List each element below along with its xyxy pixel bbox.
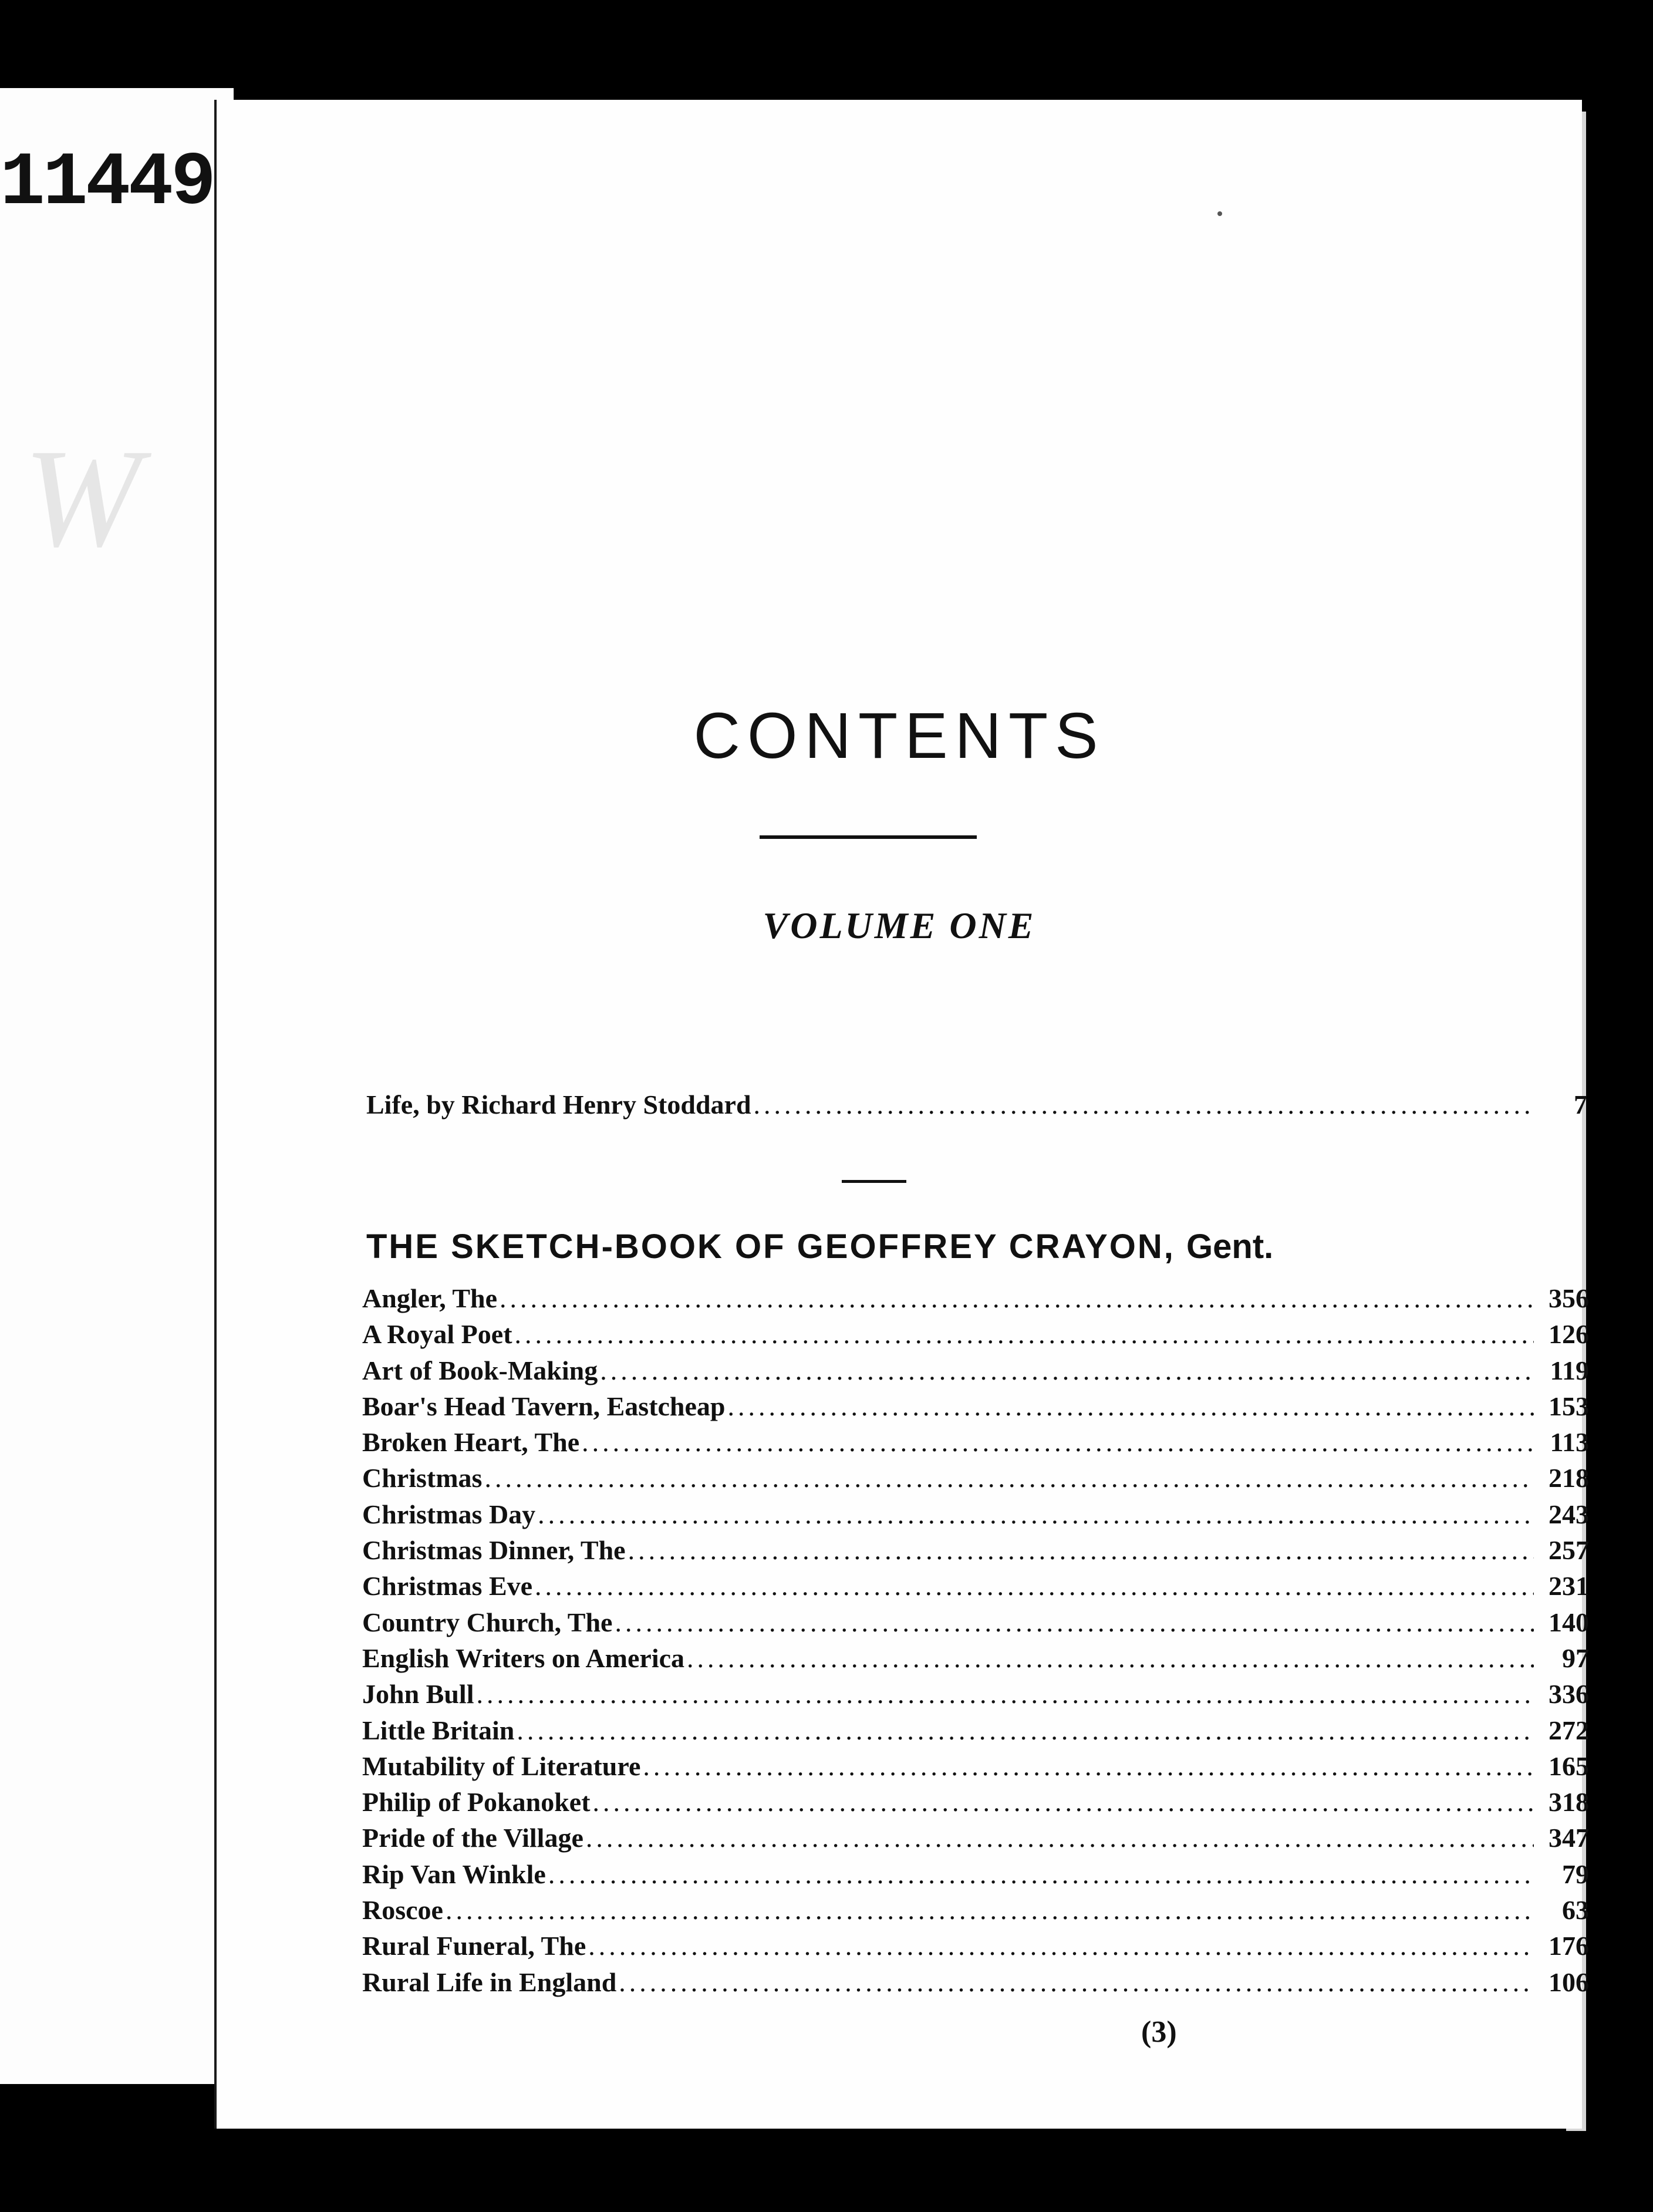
dot-leader <box>728 1391 1534 1422</box>
toc-entry-title: Christmas Day <box>362 1499 536 1529</box>
toc-entry[interactable] <box>362 1462 1589 1498</box>
toc-entry[interactable] <box>362 1535 1589 1570</box>
toc-entry-page: 106 <box>1549 1967 1589 1997</box>
toc-entry-title: Christmas Dinner, The <box>362 1535 626 1566</box>
toc-entry-page: 97 <box>1562 1643 1589 1673</box>
toc-list <box>362 1283 1589 2002</box>
page-number: (3) <box>1141 2015 1177 2049</box>
previous-page-strip <box>0 88 234 2084</box>
section-heading <box>366 1227 1273 1266</box>
toc-entry-title: Pride of the Village <box>362 1823 583 1853</box>
toc-entry-page: 7 <box>1574 1090 1587 1120</box>
toc-entry-page: 272 <box>1549 1715 1589 1745</box>
toc-entry-page: 153 <box>1549 1391 1589 1421</box>
toc-entry-page: 113 <box>1550 1427 1589 1458</box>
toc-entry-page: 218 <box>1549 1463 1589 1493</box>
toc-entry[interactable] <box>362 1859 1589 1894</box>
dot-leader <box>535 1570 1534 1601</box>
bleed-through-mark: W <box>23 420 141 576</box>
section-heading-suffix: Gent. <box>1186 1228 1274 1266</box>
toc-entry-title: Christmas <box>362 1463 483 1493</box>
toc-entry-page: 257 <box>1549 1535 1589 1566</box>
call-number: 11449 <box>0 141 214 226</box>
dot-leader <box>628 1535 1534 1566</box>
dot-leader <box>538 1499 1534 1530</box>
toc-entry[interactable] <box>362 1786 1589 1822</box>
toc-entry[interactable] <box>362 1607 1589 1643</box>
title-rule <box>760 835 977 839</box>
toc-entry-page: 318 <box>1549 1787 1589 1818</box>
dot-leader <box>446 1894 1534 1926</box>
dot-leader <box>515 1319 1534 1350</box>
dot-leader <box>500 1283 1534 1314</box>
dot-leader <box>582 1427 1534 1458</box>
dot-leader <box>687 1643 1534 1674</box>
toc-entry-title: Philip of Pokanoket <box>362 1787 591 1818</box>
toc-entry[interactable] <box>362 1499 1589 1535</box>
toc-entry-page: 231 <box>1549 1571 1589 1601</box>
section-divider <box>842 1180 906 1183</box>
toc-entry[interactable] <box>362 1570 1589 1606</box>
toc-entry-title: Christmas Eve <box>362 1571 533 1601</box>
toc-entry-title: Little Britain <box>362 1715 515 1745</box>
toc-entry[interactable] <box>362 1678 1589 1714</box>
toc-entry-title: Life, by Richard Henry Stoddard <box>366 1090 751 1120</box>
section-heading-title: THE SKETCH-BOOK OF GEOFFREY CRAYON, <box>366 1228 1175 1266</box>
toc-entry-title: Rural Funeral, The <box>362 1931 586 1961</box>
toc-entry-life[interactable] <box>366 1089 1587 1120</box>
dot-leader <box>586 1822 1534 1853</box>
toc-entry-title: Broken Heart, The <box>362 1427 580 1458</box>
toc-entry-title: A Royal Poet <box>362 1319 512 1350</box>
dot-leader <box>643 1751 1534 1782</box>
dot-leader <box>600 1355 1534 1386</box>
toc-entry[interactable] <box>362 1427 1589 1462</box>
toc-entry-title: John Bull <box>362 1679 474 1709</box>
toc-entry-title: Art of Book-Making <box>362 1355 598 1385</box>
toc-entry[interactable] <box>362 1391 1589 1427</box>
dot-leader <box>593 1786 1534 1818</box>
toc-entry-page: 165 <box>1549 1751 1589 1781</box>
toc-entry[interactable] <box>362 1822 1589 1858</box>
toc-entry[interactable] <box>362 1930 1589 1966</box>
toc-entry[interactable] <box>362 1283 1589 1319</box>
toc-entry-title: Country Church, The <box>362 1607 613 1637</box>
toc-entry-page: 176 <box>1549 1931 1589 1961</box>
toc-entry[interactable] <box>362 1967 1589 2002</box>
paper-speck <box>1217 211 1222 216</box>
toc-entry[interactable] <box>362 1894 1589 1930</box>
toc-entry-page: 79 <box>1562 1859 1589 1889</box>
toc-entry-page: 140 <box>1549 1607 1589 1637</box>
dot-leader <box>754 1089 1532 1120</box>
toc-entry-title: Mutability of Literature <box>362 1751 641 1781</box>
dot-leader <box>484 1462 1534 1493</box>
dot-leader <box>588 1930 1534 1961</box>
toc-entry-title: Rural Life in England <box>362 1967 617 1997</box>
toc-entry-page: 126 <box>1549 1319 1589 1350</box>
toc-entry-title: Roscoe <box>362 1895 443 1926</box>
toc-entry-page: 63 <box>1562 1895 1589 1926</box>
volume-heading: VOLUME ONE <box>763 905 1036 946</box>
dot-leader <box>619 1967 1534 1998</box>
toc-entry[interactable] <box>362 1751 1589 1786</box>
toc-entry-title: Rip Van Winkle <box>362 1859 546 1889</box>
toc-entry-page: 347 <box>1549 1823 1589 1853</box>
toc-entry-page: 119 <box>1550 1355 1589 1385</box>
toc-entry-page: 243 <box>1549 1499 1589 1529</box>
dot-leader <box>548 1859 1534 1890</box>
contents-page <box>214 100 1589 2129</box>
toc-entry[interactable] <box>362 1643 1589 1678</box>
toc-entry-page: 356 <box>1549 1283 1589 1313</box>
toc-entry[interactable] <box>362 1355 1589 1391</box>
toc-entry[interactable] <box>362 1319 1589 1354</box>
dot-leader <box>477 1678 1534 1709</box>
toc-entry-title: Angler, The <box>362 1283 498 1313</box>
dot-leader <box>615 1607 1534 1638</box>
toc-entry-page: 336 <box>1549 1679 1589 1709</box>
page-title: CONTENTS <box>693 700 1105 772</box>
toc-entry-title: Boar's Head Tavern, Eastcheap <box>362 1391 726 1421</box>
toc-entry[interactable] <box>362 1715 1589 1751</box>
dot-leader <box>517 1715 1534 1746</box>
toc-entry-title: English Writers on America <box>362 1643 685 1673</box>
